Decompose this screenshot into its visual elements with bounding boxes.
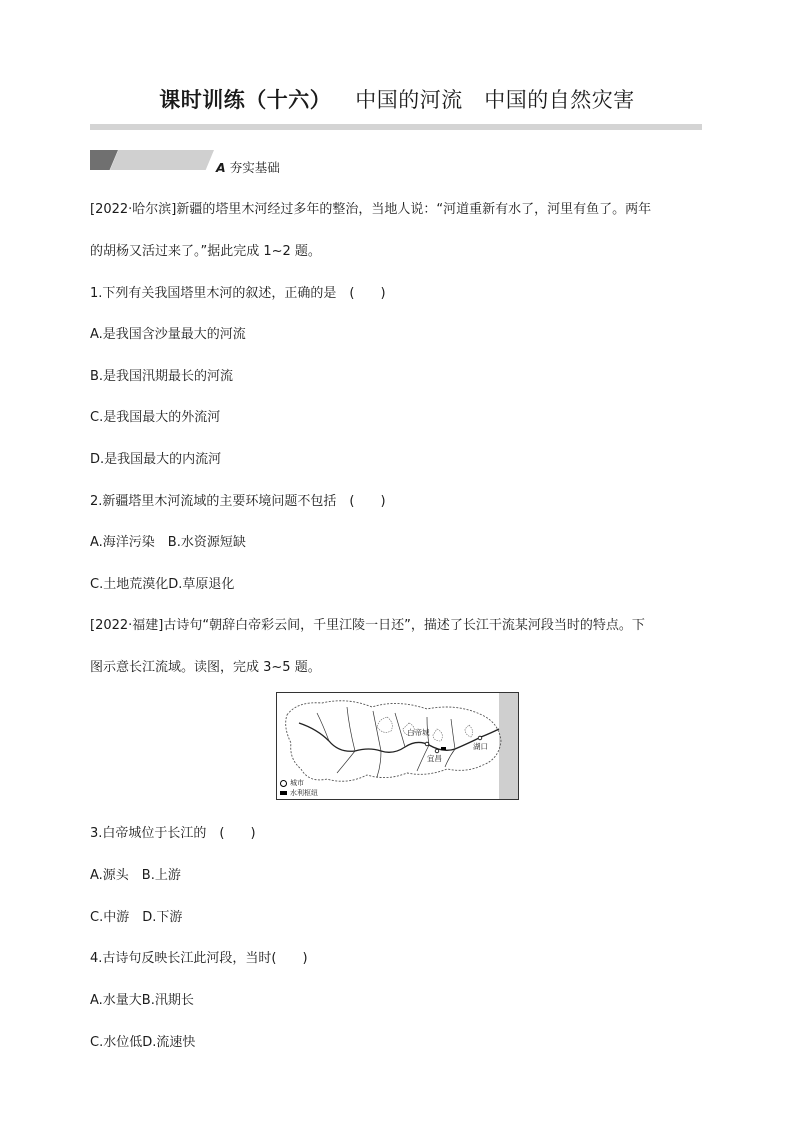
intro-text-3: [2022·福建]古诗句“朝辞白帝彩云间，千里江陵一日还”，描述了长江干流某河段当时的特点。下 xyxy=(90,618,645,633)
question-3: 3.白帝城位于长江的 ( ) xyxy=(90,826,256,841)
city-legend-icon xyxy=(280,780,287,787)
legend-city xyxy=(280,778,304,788)
map-label-baidi: 白帝城 xyxy=(407,728,430,737)
q1-option-a: A.是我国含沙量最大的河流 xyxy=(90,327,246,342)
q1-option-b: B.是我国汛期最长的河流 xyxy=(90,369,234,384)
city-marker-baidi xyxy=(425,742,429,746)
q4-options-cd: C.水位低D.流速快 xyxy=(90,1035,196,1050)
q1-option-c: C.是我国最大的外流河 xyxy=(90,410,221,425)
section-letter: A xyxy=(216,160,226,175)
section-banner xyxy=(90,150,214,170)
city-marker-hukou xyxy=(478,736,482,740)
map-label-hukou: 湖口 xyxy=(473,742,488,751)
map-label-yichang: 宜昌 xyxy=(427,754,442,763)
legend-dam-label: 水利枢纽 xyxy=(290,789,318,797)
legend-dam xyxy=(280,788,318,798)
question-2: 2.新疆塔里木河流域的主要环境问题不包括 ( ) xyxy=(90,494,386,509)
section-label xyxy=(216,158,280,176)
dam-legend-icon xyxy=(280,791,287,795)
q1-option-d: D.是我国最大的内流河 xyxy=(90,452,222,467)
title-rule xyxy=(90,124,702,130)
section-banner-light xyxy=(110,150,214,170)
section-name: 夯实基础 xyxy=(229,160,280,175)
q2-options-cd: C.土地荒漠化D.草原退化 xyxy=(90,577,235,592)
q4-options-ab: A.水量大B.汛期长 xyxy=(90,993,194,1008)
q3-options-ab: A.源头 B.上游 xyxy=(90,868,181,883)
intro-text-2: 的胡杨又活过来了。”据此完成 1~2 题。 xyxy=(90,244,321,259)
q3-options-cd: C.中游 D.下游 xyxy=(90,910,183,925)
title-sub: 中国的河流 中国的自然灾害 xyxy=(355,88,635,112)
dam-marker xyxy=(441,747,446,750)
yangtze-basin-map xyxy=(276,692,519,800)
legend-city-label: 城市 xyxy=(290,779,304,787)
sea-area xyxy=(499,693,518,799)
page-title xyxy=(0,84,794,114)
basin-boundary xyxy=(286,701,501,782)
intro-text-1: [2022·哈尔滨]新疆的塔里木河经过多年的整治，当地人说：“河道重新有水了，河里有鱼了。两年 xyxy=(90,202,652,217)
intro-text-4: 图示意长江流域。读图，完成 3~5 题。 xyxy=(90,660,321,675)
question-4: 4.古诗句反映长江此河段，当时( ) xyxy=(90,951,308,966)
q2-options-ab: A.海洋污染 B.水资源短缺 xyxy=(90,535,246,550)
title-main: 课时训练（十六） xyxy=(159,88,332,112)
question-1: 1.下列有关我国塔里木河的叙述，正确的是 ( ) xyxy=(90,286,386,301)
